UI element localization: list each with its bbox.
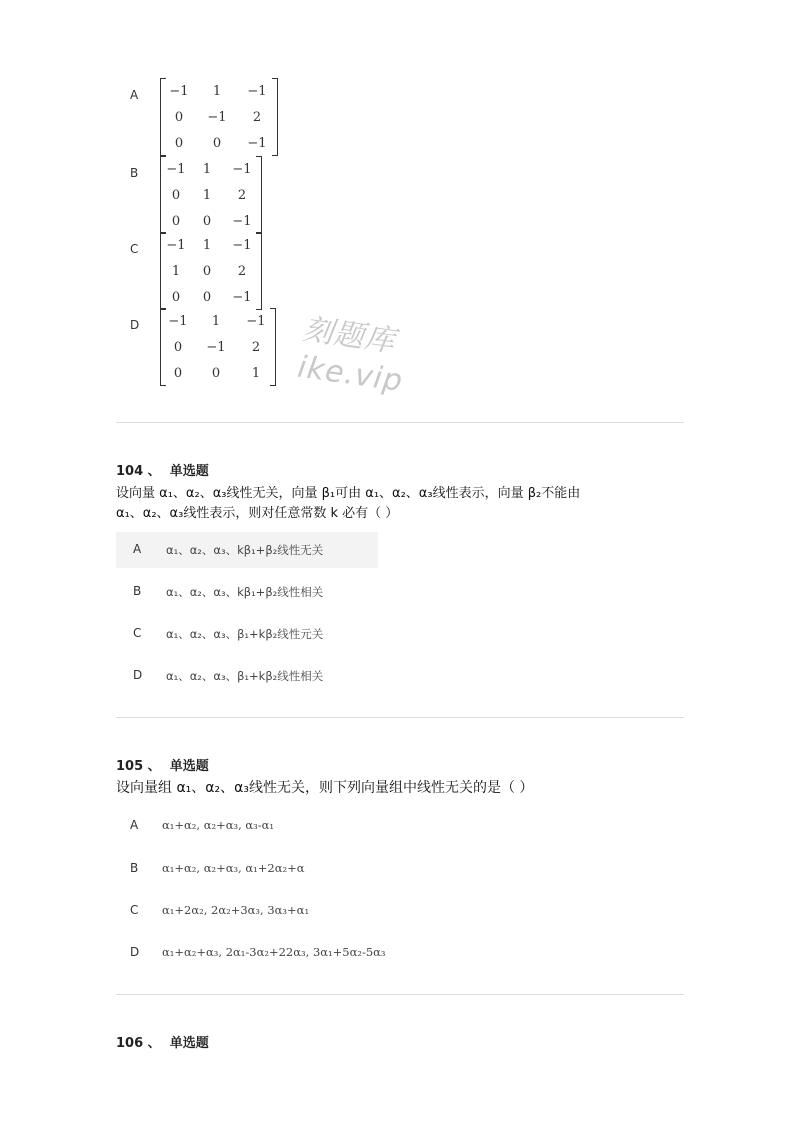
option-text: α₁、α₂、α₃、β₁+kβ₂线性相关 bbox=[166, 669, 324, 683]
matrix-cell: 0 bbox=[202, 263, 212, 279]
matrix-cell: 1 bbox=[212, 83, 222, 99]
question-number: 105 、 bbox=[116, 759, 161, 774]
question-header-105 bbox=[116, 755, 209, 774]
divider bbox=[116, 422, 684, 423]
matrix-cell: 1 bbox=[251, 365, 261, 381]
question-type: 单选题 bbox=[169, 759, 209, 774]
matrix-cell: −1 bbox=[232, 161, 252, 177]
q104-option-c[interactable] bbox=[116, 616, 378, 652]
matrix-cell: 0 bbox=[173, 365, 183, 381]
matrix-cell: 0 bbox=[174, 135, 184, 151]
matrix-cell: −1 bbox=[166, 237, 186, 253]
option-text: α₁+α₂, α₂+α₃, α₃-α₁ bbox=[162, 818, 275, 832]
matrix-a bbox=[160, 78, 278, 156]
matrix-cell: 0 bbox=[202, 213, 212, 229]
matrix-cell: 2 bbox=[252, 109, 262, 125]
q105-option-c[interactable] bbox=[116, 897, 516, 927]
matrix-d bbox=[160, 308, 276, 386]
question-header-104 bbox=[116, 460, 209, 479]
option-text: α₁+α₂+α₃, 2α₁-3α₂+22α₃, 3α₁+5α₂-5α₃ bbox=[162, 945, 386, 959]
matrix-cell: 1 bbox=[202, 187, 212, 203]
option-label: B bbox=[130, 166, 139, 180]
matrix-cell: 1 bbox=[171, 263, 181, 279]
matrix-cell: 2 bbox=[237, 263, 247, 279]
matrix-cell: 0 bbox=[202, 289, 212, 305]
matrix-cell: 1 bbox=[211, 313, 221, 329]
divider bbox=[116, 717, 684, 718]
option-label: B bbox=[130, 861, 139, 875]
matrix-cell: −1 bbox=[168, 313, 188, 329]
matrix-cell: −1 bbox=[247, 135, 267, 151]
question-number: 106 、 bbox=[116, 1036, 161, 1051]
matrix-cell: 0 bbox=[171, 187, 181, 203]
option-label: A bbox=[133, 542, 142, 556]
question-number: 104 、 bbox=[116, 464, 161, 479]
matrix-cell: 2 bbox=[237, 187, 247, 203]
watermark-line1: 刻题库 bbox=[300, 311, 398, 360]
matrix-cell: −1 bbox=[169, 83, 189, 99]
option-label: C bbox=[130, 242, 139, 256]
matrix-cell: 0 bbox=[173, 339, 183, 355]
divider bbox=[116, 994, 684, 995]
matrix-cell: 0 bbox=[211, 365, 221, 381]
option-text: α₁+2α₂, 2α₂+3α₃, 3α₃+α₁ bbox=[162, 903, 310, 917]
option-text: α₁、α₂、α₃、β₁+kβ₂线性元关 bbox=[166, 627, 324, 641]
q105-option-a[interactable] bbox=[116, 812, 516, 842]
option-label: C bbox=[133, 626, 142, 640]
matrix-cell: 0 bbox=[171, 289, 181, 305]
option-text: α₁、α₂、α₃、kβ₁+β₂线性无关 bbox=[166, 543, 324, 557]
q104-option-b[interactable] bbox=[116, 574, 378, 610]
matrix-cell: −1 bbox=[246, 313, 266, 329]
option-label: C bbox=[130, 903, 139, 917]
option-label: D bbox=[130, 945, 140, 959]
q104-option-a[interactable] bbox=[116, 532, 378, 568]
q104-option-d[interactable] bbox=[116, 658, 378, 694]
option-label: D bbox=[133, 668, 143, 682]
stem-line: α₁、α₂、α₃线性表示，则对任意常数 k 必有（ ） bbox=[116, 506, 399, 521]
option-text: α₁、α₂、α₃、kβ₁+β₂线性相关 bbox=[166, 585, 324, 599]
option-label: A bbox=[130, 818, 139, 832]
option-text: α₁+α₂, α₂+α₃, α₁+2α₂+α bbox=[162, 861, 305, 875]
matrix-cell: 1 bbox=[202, 237, 212, 253]
question-type: 单选题 bbox=[169, 464, 209, 479]
matrix-cell: 0 bbox=[171, 213, 181, 229]
matrix-cell: −1 bbox=[207, 109, 227, 125]
question-stem-105: 设向量组 α₁、α₂、α₃线性无关，则下列向量组中线性无关的是（ ） bbox=[116, 780, 534, 796]
matrix-cell: −1 bbox=[166, 161, 186, 177]
matrix-cell: 2 bbox=[251, 339, 261, 355]
matrix-cell: −1 bbox=[247, 83, 267, 99]
watermark-line2: ike.vip bbox=[295, 349, 406, 400]
option-label: D bbox=[130, 318, 140, 332]
question-type: 单选题 bbox=[169, 1036, 209, 1051]
matrix-cell: −1 bbox=[206, 339, 226, 355]
matrix-cell: 0 bbox=[212, 135, 222, 151]
q105-option-b[interactable] bbox=[116, 855, 516, 885]
matrix-c bbox=[160, 232, 262, 310]
matrix-cell: −1 bbox=[232, 289, 252, 305]
question-stem-104 bbox=[116, 484, 688, 524]
option-label: B bbox=[133, 584, 142, 598]
option-label: A bbox=[130, 88, 139, 102]
question-header-106 bbox=[116, 1032, 209, 1051]
matrix-b bbox=[160, 156, 262, 234]
watermark bbox=[295, 311, 410, 401]
matrix-cell: −1 bbox=[232, 213, 252, 229]
matrix-cell: 0 bbox=[174, 109, 184, 125]
q105-option-d[interactable] bbox=[116, 939, 516, 969]
matrix-cell: 1 bbox=[202, 161, 212, 177]
stem-line: 设向量 α₁、α₂、α₃线性无关，向量 β₁可由 α₁、α₂、α₃线性表示，向量 β₂不能由 bbox=[116, 486, 581, 501]
matrix-cell: −1 bbox=[232, 237, 252, 253]
